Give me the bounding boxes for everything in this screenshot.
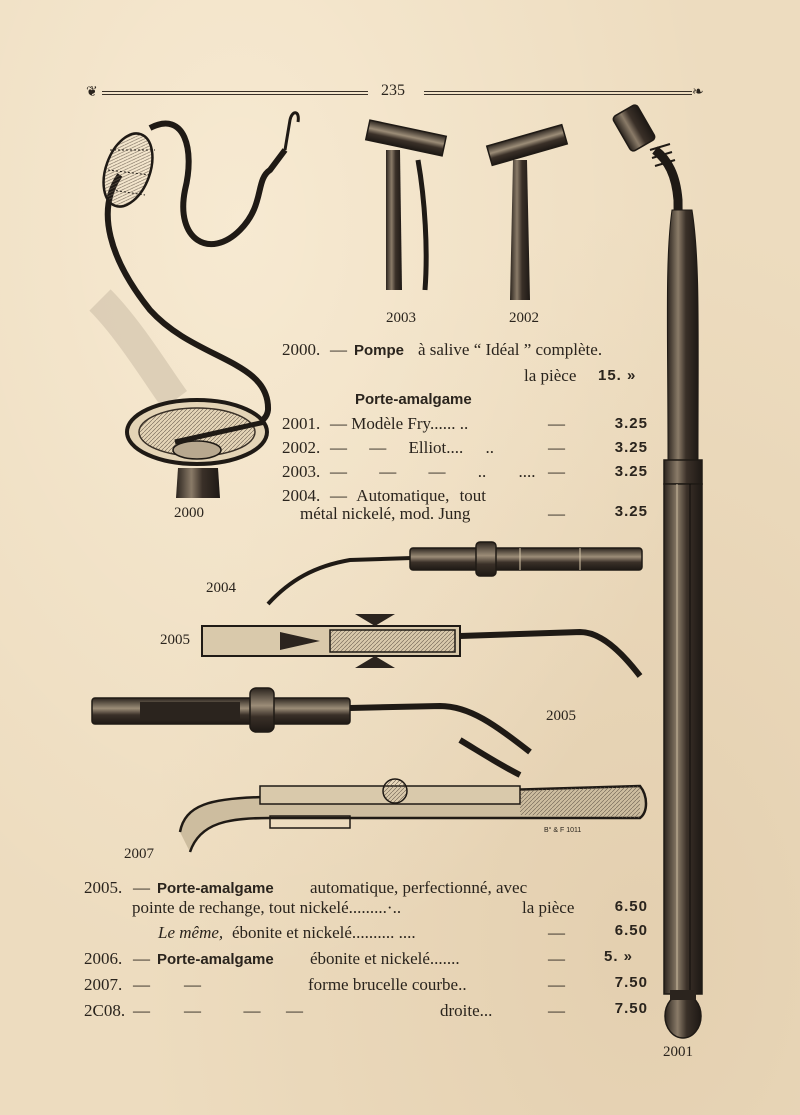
item-2006-description: ébonite et nickelé.......: [310, 949, 460, 968]
row-2001-price: 3.25: [614, 415, 648, 432]
item-2007-price: 7.50: [614, 974, 648, 991]
row-2001-number: 2001.: [282, 414, 321, 433]
instrument-2003-illustration: [366, 120, 446, 290]
item-2006-number: 2006.: [84, 949, 123, 968]
item-2000-name: Pompe: [354, 342, 405, 359]
item-2000-number: 2000.: [282, 340, 321, 359]
item-2000-description: à salive “ Idéal ” complète.: [418, 340, 603, 359]
engraving-mark: B° & F 1011: [544, 827, 582, 834]
item-2004-dash: —: [548, 504, 565, 523]
item-2004-line1: — Automatique, tout: [330, 486, 487, 505]
item-2007-dash: —: [548, 975, 565, 994]
instrument-2002-illustration: [487, 125, 567, 300]
item-2000-unit: la pièce: [524, 366, 577, 385]
instrument-2005-lower-illustration: [92, 688, 530, 775]
item-2008-dash: —: [548, 1001, 565, 1020]
row-2002-number: 2002.: [282, 438, 321, 457]
item-2008-dashes: — — — —: [133, 1001, 303, 1020]
row-2002-description: — — Elliot.... ..: [330, 438, 495, 457]
row-2002-dash: —: [548, 438, 565, 457]
meme-description: ébonite et nickelé.......... ....: [232, 923, 416, 942]
caption-2000: 2000: [174, 505, 204, 521]
item-2000-dash: —: [330, 340, 347, 359]
right-ornament: ❧: [692, 85, 704, 100]
item-2004-price: 3.25: [614, 503, 648, 520]
caption-2001: 2001: [663, 1044, 693, 1060]
row-2003-number: 2003.: [282, 462, 321, 481]
row-2001-dash: —: [548, 414, 565, 433]
meme-price: 6.50: [614, 922, 648, 939]
section-title-porte-amalgame: Porte-amalgame: [355, 391, 472, 408]
caption-2005-lower: 2005: [546, 708, 576, 724]
item-2006-dash2: —: [548, 949, 565, 968]
item-2008-price: 7.50: [614, 1000, 648, 1017]
page-number: 235: [381, 82, 405, 99]
item-2007-description: forme brucelle courbe..: [308, 975, 467, 994]
item-2004-line2: métal nickelé, mod. Jung: [300, 504, 471, 523]
row-2001-description: — Modèle Fry...... ..: [330, 414, 469, 433]
meme-italic: Le même,: [158, 923, 224, 942]
item-2005-description: automatique, perfectionné, avec: [310, 878, 528, 897]
instrument-2004-illustration: [268, 542, 642, 604]
item-2005-name: Porte-amalgame: [157, 880, 274, 897]
item-2007-number: 2007.: [84, 975, 123, 994]
instrument-2007-illustration: [180, 779, 646, 852]
item-2005-number: 2005.: [84, 878, 123, 897]
caption-2004: 2004: [206, 580, 236, 596]
item-2000-price: 15. »: [598, 367, 637, 384]
item-2004-number: 2004.: [282, 486, 321, 505]
item-2006-price: 5. »: [604, 948, 634, 965]
item-2008-number: 2C08.: [84, 1001, 126, 1020]
instrument-2005-upper-illustration: [202, 614, 640, 676]
row-2002-price: 3.25: [614, 439, 648, 456]
row-2003-price: 3.25: [614, 463, 648, 480]
left-ornament: ❦: [86, 85, 98, 100]
item-2005-line2: pointe de rechange, tout nickelé.........·..: [132, 898, 402, 917]
item-2005-dash: —: [133, 878, 150, 897]
caption-2007: 2007: [124, 846, 154, 862]
item-2005-price: 6.50: [614, 898, 648, 915]
item-2008-description: droite...: [440, 1001, 493, 1020]
caption-2005-upper: 2005: [160, 632, 190, 648]
item-2006-dash: —: [133, 949, 150, 968]
item-2005-unit: la pièce: [522, 898, 575, 917]
item-2006-name: Porte-amalgame: [157, 951, 274, 968]
caption-2002: 2002: [509, 310, 539, 326]
row-2003-description: — — — .. ....: [330, 462, 536, 481]
caption-2003: 2003: [386, 310, 416, 326]
meme-dash: —: [548, 923, 565, 942]
item-2007-dashes: — —: [133, 975, 201, 994]
row-2003-dash: —: [548, 462, 565, 481]
pump-2000-illustration: [94, 113, 298, 498]
